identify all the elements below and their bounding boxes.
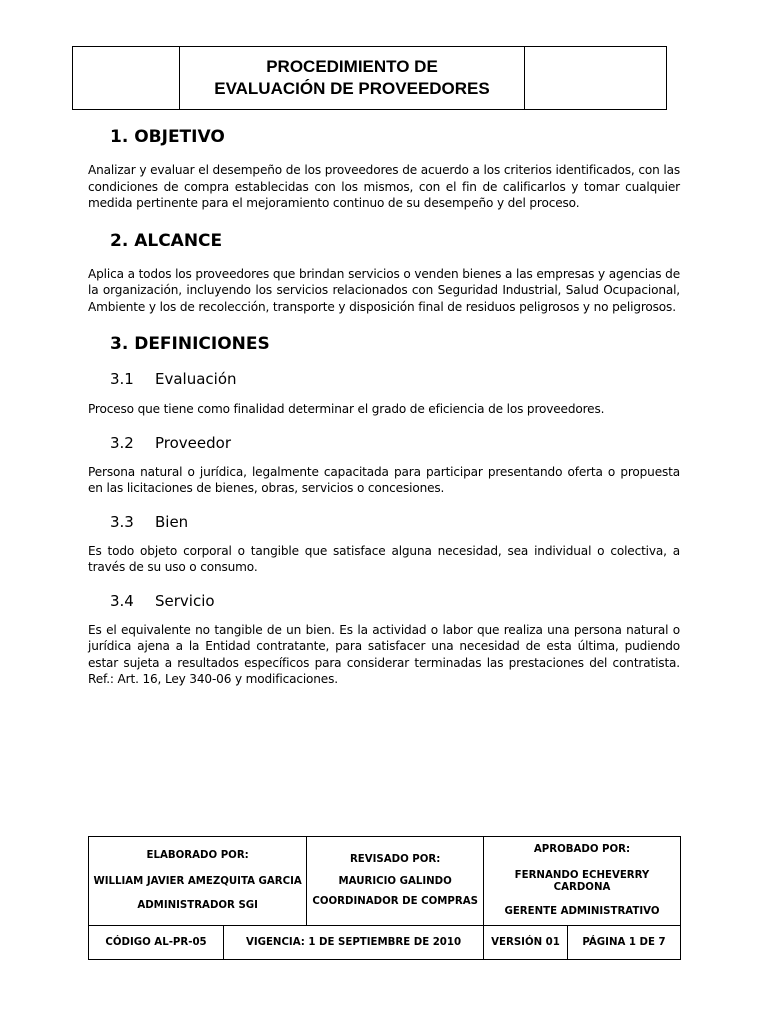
header-logo-cell bbox=[73, 47, 180, 110]
definition-number: 3.3 bbox=[110, 512, 134, 531]
definition-heading bbox=[110, 367, 680, 391]
definition-text: Es el equivalente no tangible de un bien. Es la actividad o labor que realiza una persona natural o jurídica ajena a la Entidad contratante, para satisfacer una necesidad de esta última, pudiendo estar sujeta a resultados específicos para considerar terminadas las prestaciones del contratista. Ref.: Art. 16, Ley 340-06 y modificaciones. bbox=[88, 622, 680, 686]
header-right-cell bbox=[525, 47, 667, 110]
definition-text: Proceso que tiene como finalidad determinar el grado de eficiencia de los proveedores. bbox=[88, 402, 605, 416]
aprobado-role: GERENTE ADMINISTRATIVO bbox=[504, 906, 660, 917]
revisado-role: COORDINADOR DE COMPRAS bbox=[312, 896, 478, 907]
revisado-label: REVISADO POR: bbox=[349, 854, 441, 865]
elaborado-name: WILLIAM JAVIER AMEZQUITA GARCIA bbox=[93, 876, 302, 887]
section-text-alcance: Aplica a todos los proveedores que brindan servicios o venden bienes a las empresas y agencias de la organización, incluyendo los servicios relacionados con Seguridad Industrial, Salud Ocupacional, Ambiente y los de recolección, transporte y disposición final de residuos peligrosos y no peligrosos. bbox=[88, 266, 680, 314]
definition-heading bbox=[110, 431, 680, 455]
definition-number: 3.2 bbox=[110, 433, 134, 452]
definition-title: Bien bbox=[155, 512, 189, 531]
header-table bbox=[72, 46, 667, 110]
document-body bbox=[88, 120, 680, 688]
definition-text: Es todo objeto corporal o tangible que satisface alguna necesidad, sea individual o colectiva, a través de su uso o consumo. bbox=[88, 543, 680, 574]
definition-number: 3.1 bbox=[110, 370, 134, 388]
section-heading-definiciones: 3. DEFINICIONES bbox=[110, 334, 270, 354]
section-heading-alcance: 2. ALCANCE bbox=[110, 230, 223, 251]
definition-title: Proveedor bbox=[155, 433, 231, 452]
document-title-line1: PROCEDIMIENTO DE bbox=[266, 57, 438, 76]
definition-heading bbox=[110, 510, 680, 534]
header-title-cell bbox=[180, 47, 525, 110]
pagina-cell: PÁGINA 1 DE 7 bbox=[568, 926, 681, 960]
aprobado-cell bbox=[484, 837, 681, 926]
elaborado-role: ADMINISTRADOR SGI bbox=[137, 900, 258, 911]
footer-approval-table bbox=[88, 836, 681, 960]
definition-text: Persona natural o jurídica, legalmente capacitada para participar presentando oferta o propuesta en las licitaciones de bienes, obras, servicios o concesiones. bbox=[88, 464, 680, 495]
elaborado-cell bbox=[89, 837, 307, 926]
codigo-cell: CÓDIGO AL-PR-05 bbox=[89, 926, 224, 960]
aprobado-label: APROBADO POR: bbox=[533, 844, 631, 855]
revisado-name: MAURICIO GALINDO bbox=[338, 876, 452, 887]
elaborado-label: ELABORADO POR: bbox=[146, 850, 249, 861]
vigencia-cell: VIGENCIA: 1 DE SEPTIEMBRE DE 2010 bbox=[224, 926, 484, 960]
revisado-cell bbox=[307, 837, 484, 926]
document-title-line2: EVALUACIÓN DE PROVEEDORES bbox=[214, 79, 490, 98]
definition-heading bbox=[110, 589, 680, 613]
section-text-objetivo: Analizar y evaluar el desempeño de los proveedores de acuerdo a los criterios identificados, con las condiciones de compra establecidas con los mismos, con el fin de calificarlos y tomar cualquier medida pertinente para el mejoramiento continuo de su desempeño y del proceso. bbox=[88, 163, 680, 210]
version-cell: VERSIÓN 01 bbox=[484, 926, 568, 960]
aprobado-name: FERNANDO ECHEVERRY CARDONA bbox=[514, 870, 650, 893]
section-heading-objetivo: 1. OBJETIVO bbox=[110, 127, 225, 147]
definition-title: Servicio bbox=[155, 591, 215, 610]
definition-number: 3.4 bbox=[110, 591, 134, 610]
definition-title: Evaluación bbox=[155, 370, 237, 388]
